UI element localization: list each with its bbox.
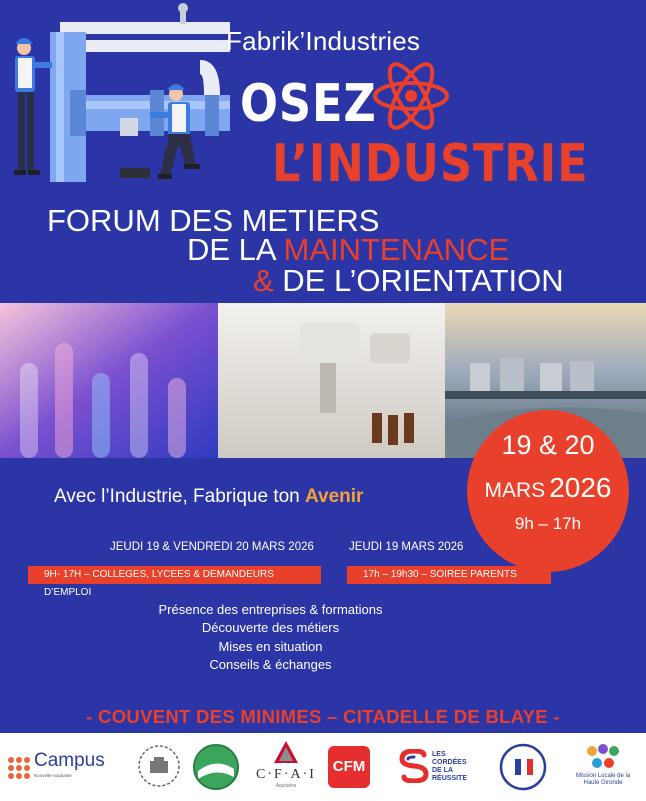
cordees-logo: [396, 733, 486, 801]
schedule-heading-2: JEUDI 19 MARS 2026: [349, 541, 464, 553]
date-hours: 9h – 17h: [514, 514, 582, 533]
feature-item: Mises en situation: [218, 639, 323, 654]
mission-locale-logo: [572, 733, 634, 801]
campus-name: Campus: [34, 750, 105, 771]
mission-locale-people-icon: [586, 743, 620, 771]
cfai-subtitle: Aquitaine: [275, 783, 297, 789]
date-month-year: [467, 472, 629, 504]
forum-title-line3: [253, 264, 564, 298]
france-relance-icon: [498, 741, 548, 793]
tagline-text: Avec l’Industrie, Fabrique ton: [54, 486, 306, 507]
cordees-s-icon: [398, 749, 430, 783]
feature-item: Présence des entreprises & formations: [158, 602, 383, 617]
cfm-name: CFM: [332, 758, 366, 775]
headline-industrie: L’INDUSTRIE: [272, 134, 589, 194]
partner-logo-bar: [0, 733, 646, 801]
photo-test-tubes: [0, 303, 218, 458]
cfm-logo: [328, 733, 372, 801]
date-month: MARS: [484, 479, 546, 502]
schedule-pill-1: 9H- 17H – COLLEGES, LYCEES & DEMANDEURS D’EMPLOI: [28, 566, 321, 584]
venue: - COUVENT DES MINIMES – CITADELLE DE BLAYE -: [86, 706, 560, 727]
tagline: [54, 486, 363, 508]
schedule-heading-1: JEUDI 19 & VENDREDI 20 MARS 2026: [110, 541, 314, 553]
headline-osez: OSEZ: [240, 74, 377, 134]
schedule-pill-2: 17h – 19h30 – SOIREE PARENTS: [347, 566, 551, 584]
date-badge: [467, 410, 629, 572]
date-year: 2026: [549, 472, 612, 503]
cfai-triangle-icon: [274, 741, 298, 763]
forum-line3-rest: DE L’ORIENTATION: [273, 263, 564, 298]
forum-title-line2: [187, 233, 509, 267]
brand-name: Fabrik’Industries: [226, 26, 421, 56]
lycee-logo: [190, 733, 244, 801]
cordees-name: LES CORDÉES DE LA RÉUSSITE: [432, 751, 468, 782]
forum-line3-ampersand: &: [253, 263, 274, 298]
cfai-logo: [256, 733, 316, 801]
citadelle-icon: [136, 743, 182, 789]
forum-line2-highlight: MAINTENANCE: [283, 232, 510, 267]
campus-subtitle: Nouvelle-Aquitaine: [34, 773, 72, 778]
citadelle-logo: [134, 733, 184, 801]
campus-dots-icon: [6, 755, 32, 781]
mission-locale-name: Mission Locale de la Haute Gironde: [575, 773, 631, 786]
forum-line2-prefix: DE LA: [187, 232, 284, 267]
industrial-workers-illustration: [0, 0, 250, 200]
photo-lab-equipment: [218, 303, 445, 458]
feature-item: Découverte des métiers: [201, 620, 340, 635]
lycee-icon: [192, 743, 240, 791]
date-days: 19 & 20: [501, 430, 595, 460]
atom-icon: [370, 55, 452, 137]
campus-logo: [4, 733, 114, 801]
france-relance-logo: [496, 733, 548, 801]
forum-title-line1: FORUM DES METIERS: [47, 203, 380, 238]
feature-item: Conseils & échanges: [209, 657, 332, 672]
tagline-accent: Avenir: [305, 486, 364, 507]
cfai-name: C·F·A·I: [256, 767, 316, 782]
